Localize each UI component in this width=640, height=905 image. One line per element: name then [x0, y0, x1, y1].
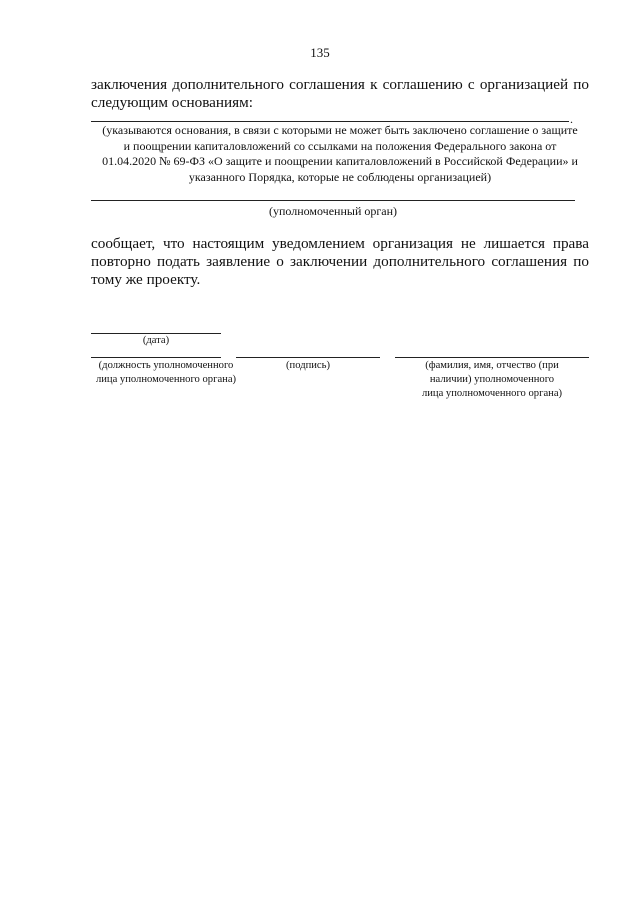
position-caption: (должность уполномоченного лица уполномоченного органа): [95, 360, 237, 385]
basis-line-period: .: [570, 112, 573, 126]
authority-fill-line: [91, 200, 575, 201]
name-fill-line: [395, 357, 589, 358]
position-fill-line: [91, 357, 221, 358]
date-caption: (дата): [142, 335, 170, 346]
basis-note: (указываются основания, в связи с которыми не может быть заключено соглашение о защите и поощрении капиталовложений со ссылками на положения Федерального закона от 01.04.2020 № 69-ФЗ «О защите и поощрении капиталовложений в Российской Федерации» и указанного Порядка, которые не соблюдены организацией): [102, 123, 578, 184]
basis-fill-line: [91, 121, 569, 122]
signature-caption: (подпись): [286, 360, 330, 371]
signature-fill-line: [236, 357, 380, 358]
page-number: 135: [310, 45, 330, 60]
authority-caption: (уполномоченный орган): [268, 204, 398, 218]
name-caption: (фамилия, имя, отчество (при наличии) уполномоченного лица уполномоченного органа): [421, 360, 563, 399]
intro-paragraph: заключения дополнительного соглашения к соглашению с организацией по следующим основаниям:: [91, 76, 589, 111]
body-paragraph: сообщает, что настоящим уведомлением организация не лишается права повторно подать заявление о заключении дополнительного соглашения по тому же проекту.: [91, 235, 589, 288]
